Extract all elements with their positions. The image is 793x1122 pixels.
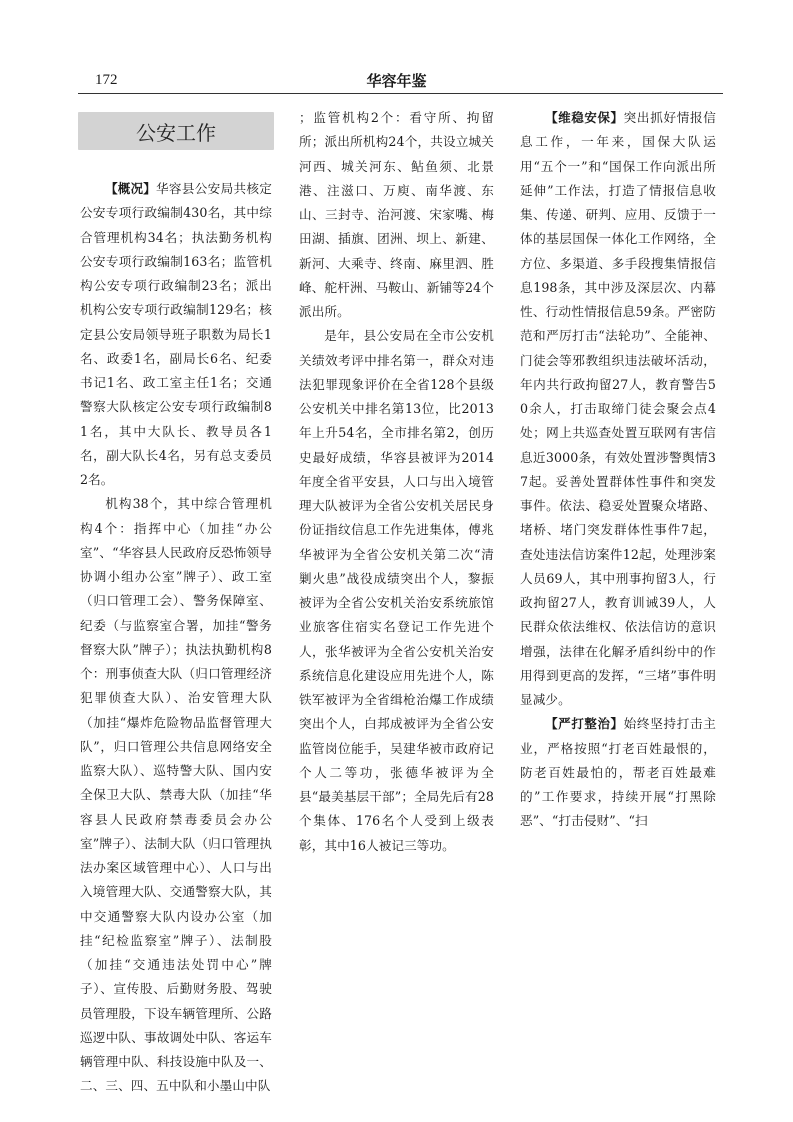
- paragraph-strike-tag: 【严打整治】: [545, 716, 624, 732]
- column-1: [80, 177, 272, 1099]
- institutions-text: 机构38个，其中综合管理机构4个：指挥中心（加挂“办公室”、“华容县人民政府反恐怖领导协调小组办公室”牌子）、政工室（归口管理工会）、警务保障室、纪委（与监察室合署，加挂“警务督察大队”牌子）；执法执勤机构8个：刑事侦查大队（归口管理经济犯罪侦查大队）、治安管理大队（加挂“爆炸危险物品监督管理大队”，归口管理公共信息网络安全监察大队）、巡特警大队、国内安全保卫大队、禁毒大队（加挂“华容县人民政府禁毒委员会办公室”牌子）、法制大队（归口管理执法办案区域管理中心）、人口与出入境管理大队、交通警察大队，其中交通警察大队内设办公室（加挂“纪检监察室”牌子）、法制股（加挂“交通违法处罚中心”牌子）、宣传股、后勤财务股、驾驶员管理股，下设车辆管理所、公路巡逻中队、事故调处中队、客运车辆管理中队、科技设施中队及一、二、三、四、五中队和小墨山中队: [80, 496, 272, 1094]
- paragraph-strike-text: 始终坚持打击主业，严格按照“打老百姓最恨的，防老百姓最怕的，帮老百姓最难的”工作要求，持续开展“打黑除恶”、“打击侵财”、“扫: [520, 716, 716, 829]
- paragraph-stability-text: 突出抓好情报信息工作，一年来，国保大队运用“五个一”和“国保工作向派出所延伸”工作法，打造了情报信息收集、传递、研判、应用、反馈于一体的基层国保一体化工作网络，全方位、多渠道、多手段搜集情报信息198条，其中涉及深层次、内幕性、行动性情报信息59条。严密防范和严厉打击“法轮功”、全能神、门徒会等邪教组织违法破坏活动，年内共行政拘留27人，教育警告50余人，打击取缔门徒会聚会点4处；网上共巡查处置互联网有害信息近3000条，有效处置涉警舆情37起。妥善处置群体性事件和突发事件。依法、稳妥处置聚众堵路、堵桥、堵门突发群体性事件7起，查处违法信访案件12起，处理涉案人员69人，其中刑事拘留3人，行政拘留27人，教育训诫39人，人民群众依法维权、依法信访的意识增强，法律在化解矛盾纠纷中的作用得到更高的发挥，“三堵”事件明显减少。: [520, 110, 716, 707]
- book-title: 华容年鉴: [366, 72, 427, 90]
- section-title-text: 公安工作: [136, 120, 216, 145]
- paragraph-overview: [80, 177, 272, 492]
- paragraph-institutions-cont: ；监管机构2个：看守所、拘留所；派出所机构24个，共设立城关河西、城关河东、鲇鱼须、北景港、注滋口、万庾、南华渡、东山、三封寺、治河渡、宋家嘴、梅田湖、插旗、团洲、坝上、新建、新河、大乘寺、终南、麻里泗、胜峰、舵杆洲、马鞍山、新铺等24个派出所。: [299, 110, 494, 319]
- paragraph-stability: [520, 106, 716, 712]
- paragraph-stability-tag: 【维稳安保】: [545, 110, 624, 125]
- column-2: [299, 106, 494, 858]
- paragraph-rankings: [299, 324, 494, 858]
- column-3: [520, 106, 716, 834]
- page-number: 172: [95, 72, 118, 88]
- overview-text: 华容县公安局共核定公安专项行政编制430名，其中综合管理机构34名；执法勤务机构公安专项行政编制163名；监管机构公安专项行政编制23名；派出机构公安专项行政编制129名；核定县公安局领导班子职数为局长1名、政委1名，副局长6名、纪委书记1名、政工室主任1名；交通警察大队核定公安专项行政编制81名，其中大队长、教导员各1名，副大队长4名，另有总支委员2名。: [80, 181, 272, 487]
- page-header: [0, 0, 793, 100]
- rankings-text: 是年，县公安局在全市公安机关绩效考评中排名第一，群众对违法犯罪现象评价在全省128个县级公安机关中排名第13位，比2013年上升54名，全市排名第2，创历史最好成绩，华容县被评为2014年度全省平安县，人口与出入境管理大队被评为全省公安机关居民身份证指纹信息工作先进集体，傅兆华被评为全省公安机关第二次“清剿火患”战役成绩突出个人，黎振被评为全省公安机关治安系统旅馆业旅客住宿实名登记工作先进个人，张华被评为全省公安机关治安系统信息化建设应用先进个人，陈铁军被评为全省缉枪治爆工作成绩突出个人，白邦成被评为全省公安监管岗位能手，吴建华被市政府记个人二等功，张德华被评为全县“最美基层干部”；全局先后有28个集体、176名个人受到上级表彰，其中16人被记三等功。: [299, 328, 494, 853]
- paragraph-strike: [520, 712, 716, 833]
- header-divider: [78, 93, 723, 94]
- paragraph-institutions: [80, 492, 272, 1098]
- section-title: [78, 112, 274, 150]
- overview-tag: 【概况】: [105, 181, 157, 196]
